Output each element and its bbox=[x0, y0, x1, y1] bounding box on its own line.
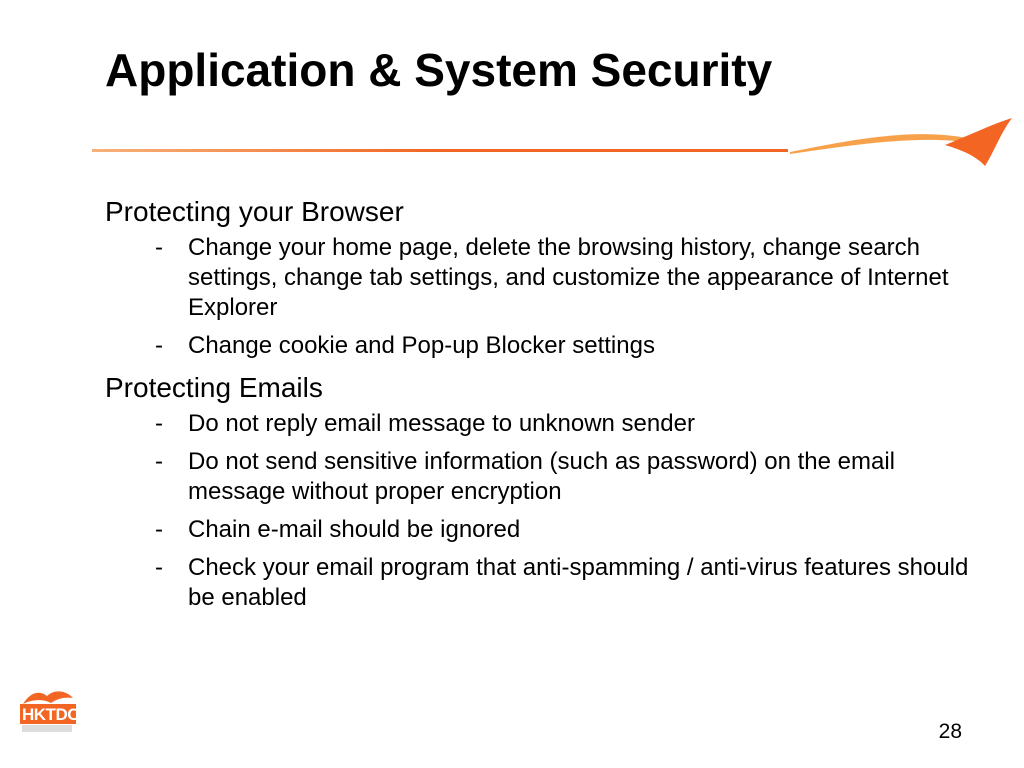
swoosh-wing bbox=[945, 118, 1012, 166]
title-underline bbox=[92, 149, 788, 152]
bullet-list bbox=[105, 409, 985, 613]
bullet-text: Do not send sensitive information (such as password) on the email message without proper encryption bbox=[188, 448, 896, 505]
bullet-item bbox=[105, 553, 985, 613]
bullet-marker: - bbox=[155, 410, 163, 437]
bullet-item bbox=[105, 331, 985, 361]
bullet-marker: - bbox=[155, 332, 163, 359]
bullet-list bbox=[105, 233, 985, 361]
slide-content bbox=[105, 193, 985, 621]
slide-title: Application & System Security bbox=[105, 44, 773, 96]
section-heading: Protecting your Browser bbox=[105, 196, 404, 227]
bullet-marker: - bbox=[155, 554, 163, 581]
page-number: 28 bbox=[938, 720, 962, 743]
bullet-text: Do not reply email message to unknown sender bbox=[188, 410, 695, 437]
bullet-text: Check your email program that anti-spamming / anti-virus features should be enabled bbox=[188, 554, 969, 611]
section-protecting-emails bbox=[105, 369, 985, 613]
bullet-item bbox=[105, 447, 985, 507]
section-protecting-browser bbox=[105, 193, 985, 361]
bullet-marker: - bbox=[155, 234, 163, 261]
bullet-marker: - bbox=[155, 448, 163, 475]
title-underline-swoosh bbox=[0, 100, 1024, 180]
bullet-item bbox=[105, 409, 985, 439]
hktdc-logo bbox=[20, 686, 78, 736]
logo-text: HKTDC bbox=[22, 705, 79, 724]
bullet-text: Change cookie and Pop-up Blocker settings bbox=[188, 332, 655, 359]
bullet-marker: - bbox=[155, 516, 163, 543]
bullet-text: Change your home page, delete the browsing history, change search settings, change tab settings, and customize the appearance of Internet Explorer bbox=[188, 234, 949, 321]
bullet-item bbox=[105, 515, 985, 545]
bullet-item bbox=[105, 233, 985, 323]
bullet-text: Chain e-mail should be ignored bbox=[188, 516, 521, 543]
section-heading: Protecting Emails bbox=[105, 372, 323, 403]
